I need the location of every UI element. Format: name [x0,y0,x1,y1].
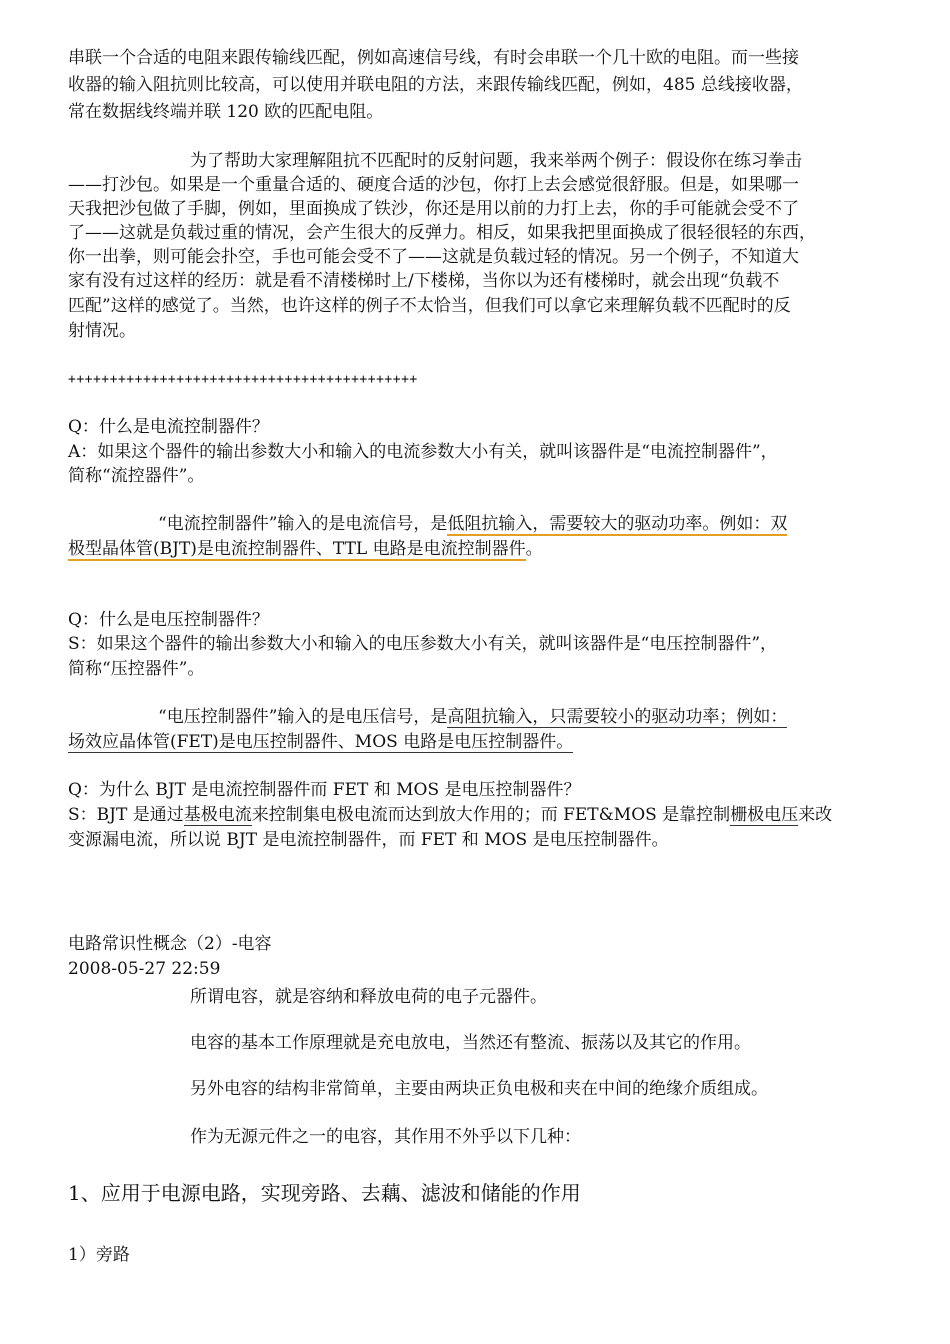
qa2-paragraph-line-1 [158,705,787,729]
intro-line-2: 收器的输入阻抗则比较高，可以使用并联电阻的方法，来跟传输线匹配，例如，485 总线接收器， [68,75,803,95]
qa1-paragraph-text: “电流控制器件”输入的是电流信号，是 [158,514,448,534]
qa2-answer-line-1: S：如果这个器件的输出参数大小和输入的电压参数大小有关，就叫该器件是“电压控制器件”， [68,634,778,654]
qa3-answer-end: 来改 [798,805,833,825]
intro-line-1: 串联一个合适的电阻来跟传输线匹配，例如高速信号线，有时会串联一个几十欧的电阻。而一些接 [68,48,799,68]
example-line-5: 你一出拳，则可能会扑空，手也可能会受不了——这就是负载过轻的情况。另一个例子，不知道大 [68,247,799,267]
example-line-7: 匹配”这样的感觉了。当然，也许这样的例子不太恰当，但我们可以拿它来理解负载不匹配时的反 [68,296,791,316]
article-paragraph-4: 作为无源元件之一的电容，其作用不外乎以下几种： [190,1127,581,1147]
qa3-answer-start: S：BJT 是通过 [68,805,184,825]
example-line-8: 射情况。 [68,321,136,341]
qa2-paragraph-text: “电压控制器件”输入的是电压信号，是 [158,707,448,727]
article-date: 2008-05-27 22:59 [68,959,221,979]
qa2-paragraph-line-2 [68,730,573,754]
article-paragraph-2: 电容的基本工作原理就是充电放电，当然还有整流、振荡以及其它的作用。 [190,1033,751,1053]
article-title: 电路常识性概念（2）-电容 [68,934,272,954]
qa2-answer-line-2: 简称“压控器件”。 [68,659,205,679]
example-line-3: 天我把沙包做了手脚，例如，里面换成了铁沙，你还是用以前的力打上去，你的手可能就会受不了 [68,199,799,219]
example-line-2: ——打沙包。如果是一个重量合适的、硬度合适的沙包，你打上去会感觉很舒服。但是，如果哪一 [68,175,799,195]
qa3-answer-line-1 [68,803,832,827]
qa3-answer-middle: 来控制集电极电流而达到放大作用的；而 FET&MOS 是靠控制 [251,805,731,825]
qa2-highlight-text: 高阻抗输入，只需要较小的驱动功率；例如： [447,707,788,727]
qa1-highlight-text: 低阻抗输入，需要较大的驱动功率。例如：双 [447,514,788,534]
qa3-answer-line-2: 变源漏电流，所以说 BJT 是电流控制器件，而 FET 和 MOS 是电压控制器件。 [68,830,669,850]
qa3-term-gate-voltage: 栅极电压 [730,805,799,825]
intro-line-3: 常在数据线终端并联 120 欧的匹配电阻。 [68,102,384,122]
qa1-answer-line-2: 简称“流控器件”。 [68,466,205,486]
qa2-question: Q：什么是电压控制器件？ [68,610,269,630]
qa3-question: Q：为什么 BJT 是电流控制器件而 FET 和 MOS 是电压控制器件？ [68,780,581,800]
qa2-highlight-text-2: 场效应晶体管(FET)是电压控制器件、MOS 电路是电压控制器件。 [68,732,574,752]
qa1-answer-line-1: A：如果这个器件的输出参数大小和输入的电流参数大小有关，就叫该器件是“电流控制器件”， [68,442,778,462]
example-line-6: 家有没有过这样的经历：就是看不清楼梯时上/下楼梯，当你以为还有楼梯时，就会出现“负载不 [68,271,780,291]
qa1-question: Q：什么是电流控制器件？ [68,417,269,437]
article-paragraph-1: 所谓电容，就是容纳和释放电荷的电子元器件。 [190,987,547,1007]
separator-line: ++++++++++++++++++++++++++++++++++++++++++ [68,372,418,387]
qa1-paragraph-line-2 [68,537,543,561]
qa3-term-base-current: 基极电流 [183,805,252,825]
article-paragraph-3: 另外电容的结构非常简单，主要由两块正负电极和夹在中间的绝缘介质组成。 [190,1079,768,1099]
qa1-highlight-text-2: 极型晶体管(BJT)是电流控制器件、TTL 电路是电流控制器件 [68,539,526,559]
example-line-4: 了——这就是负载过重的情况，会产生很大的反弹力。相反，如果我把里面换成了很轻很轻的东西， [68,223,816,243]
qa1-paragraph-end: 。 [525,539,543,559]
subsection-heading-bypass: 1）旁路 [68,1245,130,1265]
section-heading-1: 1、应用于电源电路，实现旁路、去藕、滤波和储能的作用 [68,1181,581,1205]
example-line-1: 为了帮助大家理解阻抗不匹配时的反射问题，我来举两个例子：假设你在练习拳击 [190,151,802,171]
qa1-paragraph-line-1 [158,512,787,536]
